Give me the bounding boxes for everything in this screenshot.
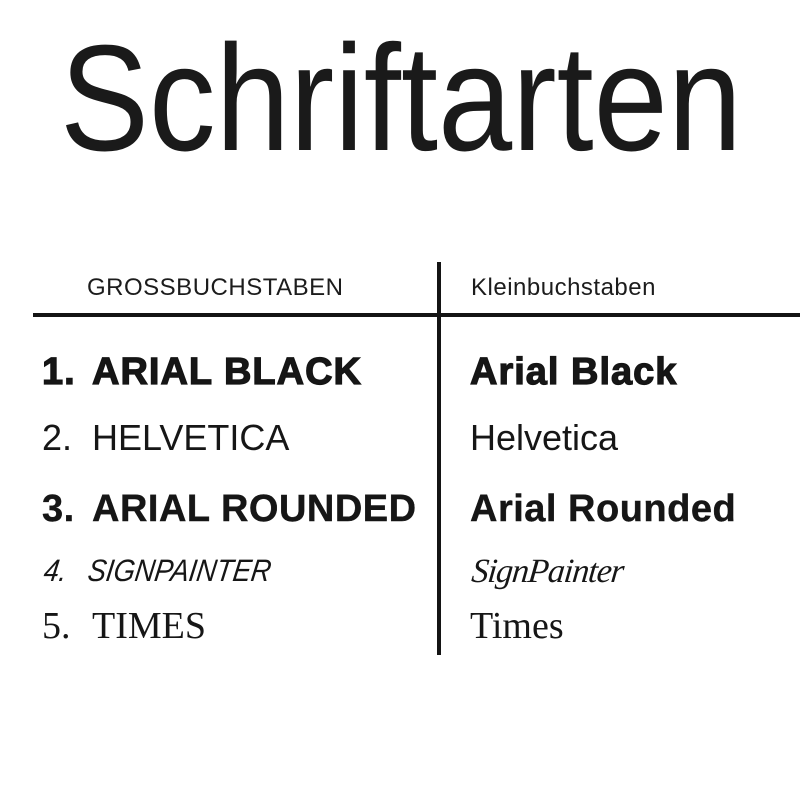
table-row [0,353,800,409]
uppercase-sample [42,555,273,586]
lowercase-column-header: Kleinbuchstaben [471,274,656,301]
lowercase-sample: Times [470,605,564,647]
lowercase-sample: Arial Black [470,351,678,393]
uppercase-sample [42,490,417,528]
uppercase-sample [42,417,290,458]
row-number: 1. [42,351,76,393]
uppercase-sample-text: HELVETICA [92,417,290,458]
row-number: 3. [42,488,75,530]
table-row [0,417,800,476]
table-row [0,490,800,546]
table-row [0,607,800,663]
uppercase-sample-text: TIMES [92,605,206,647]
row-number: 5. [42,605,71,647]
page-title-canvas [0,0,800,175]
uppercase-column-header: GROSSBUCHSTABEN [87,274,344,301]
uppercase-sample-text: ARIAL BLACK [92,351,362,393]
table-row [0,555,800,611]
lowercase-sample: Arial Rounded [470,488,737,530]
page-title: Schriftarten [60,13,742,175]
uppercase-sample-text: SIGNPAINTER [85,553,274,588]
uppercase-sample-text: ARIAL ROUNDED [92,488,417,530]
header-rule-line [33,313,800,317]
uppercase-sample [42,353,362,391]
uppercase-sample [42,607,206,645]
row-number: 4. [41,553,70,588]
lowercase-sample: SignPainter [469,553,626,590]
lowercase-sample: Helvetica [470,417,619,458]
row-number: 2. [42,417,73,458]
